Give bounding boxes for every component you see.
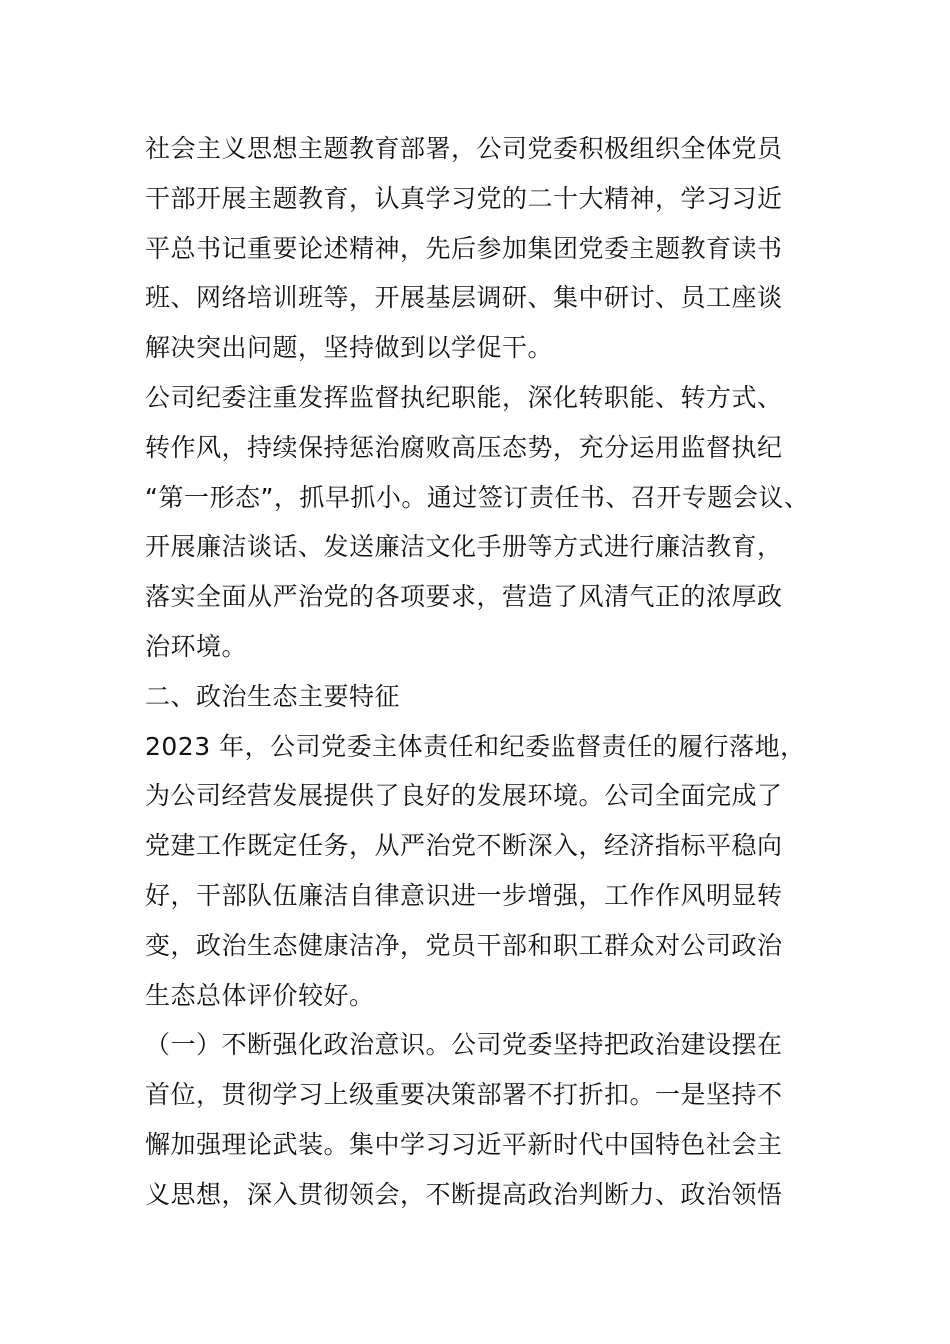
text-line: “第一形态”，抓早抓小。通过签订责任书、召开专题会议、 bbox=[145, 482, 810, 512]
text-line: 懈加强理论武装。集中学习习近平新时代中国特色社会主 bbox=[145, 1129, 783, 1159]
text-line: 干部开展主题教育，认真学习党的二十大精神，学习习近 bbox=[145, 183, 783, 213]
document-body bbox=[145, 124, 825, 1220]
text-line: 2023 年，公司党委主体责任和纪委监督责任的履行落地， bbox=[145, 731, 806, 761]
text-line: 好，干部队伍廉洁自律意识进一步增强，工作作风明显转 bbox=[145, 880, 783, 910]
text-line: 义思想，深入贯彻领会，不断提高政治判断力、政治领悟 bbox=[145, 1179, 783, 1209]
text-line: 转作风，持续保持惩治腐败高压态势，充分运用监督执纪 bbox=[145, 432, 783, 462]
text-line: 开展廉洁谈话、发送廉洁文化手册等方式进行廉洁教育， bbox=[145, 532, 783, 562]
text-line: （一）不断强化政治意识。公司党委坚持把政治建设摆在 bbox=[145, 1030, 783, 1060]
text-line: 平总书记重要论述精神，先后参加集团党委主题教育读书 bbox=[145, 233, 783, 263]
text-line: 公司纪委注重发挥监督执纪职能，深化转职能、转方式、 bbox=[145, 382, 783, 412]
text-line: 生态总体评价较好。 bbox=[145, 980, 375, 1010]
text-line: 变，政治生态健康洁净，党员干部和职工群众对公司政治 bbox=[145, 930, 783, 960]
text-line: 解决突出问题，坚持做到以学促干。 bbox=[145, 333, 554, 363]
text-line: 为公司经营发展提供了良好的发展环境。公司全面完成了 bbox=[145, 781, 783, 811]
text-line: 首位，贯彻学习上级重要决策部署不打折扣。一是坚持不 bbox=[145, 1080, 783, 1110]
text-line: 班、网络培训班等，开展基层调研、集中研讨、员工座谈 bbox=[145, 283, 783, 313]
text-line: 落实全面从严治党的各项要求，营造了风清气正的浓厚政 bbox=[145, 582, 783, 612]
section-heading: 二、政治生态主要特征 bbox=[145, 681, 401, 711]
text-line: 社会主义思想主题教育部署，公司党委积极组织全体党员 bbox=[145, 134, 783, 163]
text-line: 治环境。 bbox=[145, 631, 248, 661]
text-line: 党建工作既定任务，从严治党不断深入，经济指标平稳向 bbox=[145, 831, 783, 861]
